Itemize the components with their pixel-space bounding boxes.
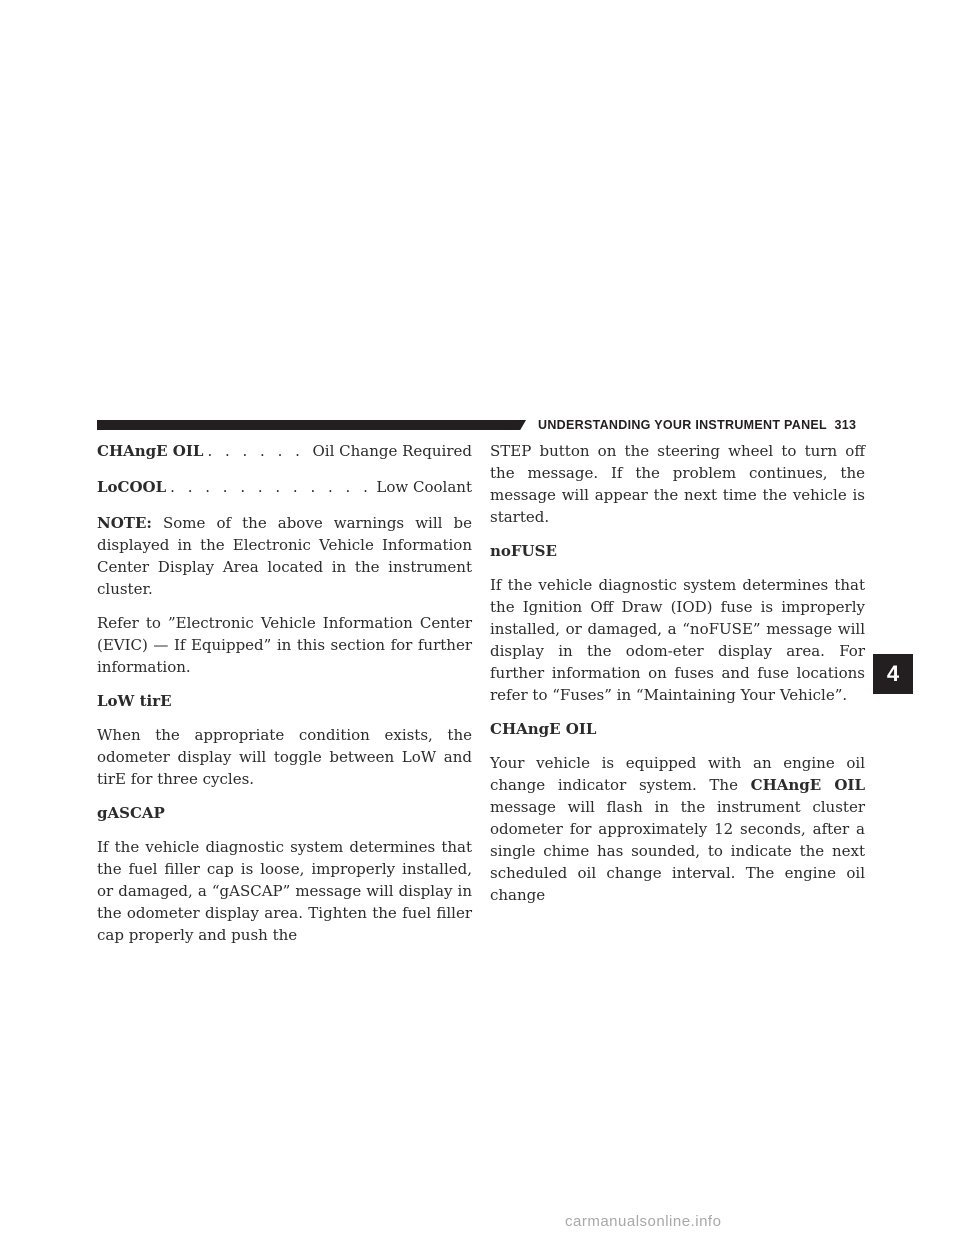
watermark: carmanualsonline.info (565, 1213, 722, 1230)
heading-low-tire: LoW tirE (97, 692, 172, 710)
change-oil-paragraph (490, 752, 865, 906)
dot-leader (170, 476, 372, 498)
message-entry-low-coolant (97, 476, 472, 498)
chapter-tab: 4 (873, 654, 913, 694)
low-tire-paragraph: When the appropriate condition exists, the odometer display will toggle between LoW and tirE for three cycles. (97, 726, 472, 788)
heading-change-oil: CHAngE OIL (490, 720, 597, 738)
running-header (538, 418, 856, 432)
gascap-continued-paragraph: STEP button on the steering wheel to turn off the message. If the problem continues, the message will appear the next time the vehicle is started. (490, 442, 865, 526)
left-column (97, 440, 472, 958)
entry-definition: Low Coolant (376, 478, 472, 496)
oil-text-end: message will flash in the instrument cluster odometer for approximately 12 seconds, after a single chime has sounded, to indicate the next scheduled oil change interval. The engine oil change (490, 798, 865, 904)
page-number: 313 (834, 418, 857, 432)
note-label: NOTE: (97, 514, 152, 532)
note-text: Some of the above warnings will be displayed in the Electronic Vehicle Information Center Display Area located in the instrument cluster. (97, 514, 472, 598)
dot-leader (207, 440, 308, 462)
refer-paragraph: Refer to ”Electronic Vehicle Information Center (EVIC) — If Equipped” in this section for further information. (97, 614, 472, 676)
nofuse-paragraph: If the vehicle diagnostic system determines that the Ignition Off Draw (IOD) fuse is improperly installed, or damaged, a “noFUSE” message will display in the odom-eter display area. For further information on fuses and fuse locations refer to “Fuses” in “Maintaining Your Vehicle”. (490, 576, 865, 704)
note-paragraph (97, 512, 472, 600)
message-entry-oil-change (97, 440, 472, 462)
entry-definition: Oil Change Required (312, 442, 472, 460)
gascap-paragraph: If the vehicle diagnostic system determines that the fuel filler cap is loose, improperly installed, or damaged, a “gASCAP” message will display in the odometer display area. Tighten the fuel filler cap properly and push the (97, 838, 472, 944)
right-column (490, 440, 865, 918)
oil-text-start: Your vehicle is equipped with an engine oil change indicator system. The (490, 754, 865, 794)
entry-term: CHAngE OIL (97, 442, 204, 460)
header-rule (97, 420, 517, 430)
heading-nofuse: noFUSE (490, 542, 557, 560)
heading-gascap: gASCAP (97, 804, 165, 822)
oil-bold-term: CHAngE OIL (750, 776, 865, 794)
section-title: UNDERSTANDING YOUR INSTRUMENT PANEL (538, 418, 827, 432)
entry-term: LoCOOL (97, 478, 167, 496)
